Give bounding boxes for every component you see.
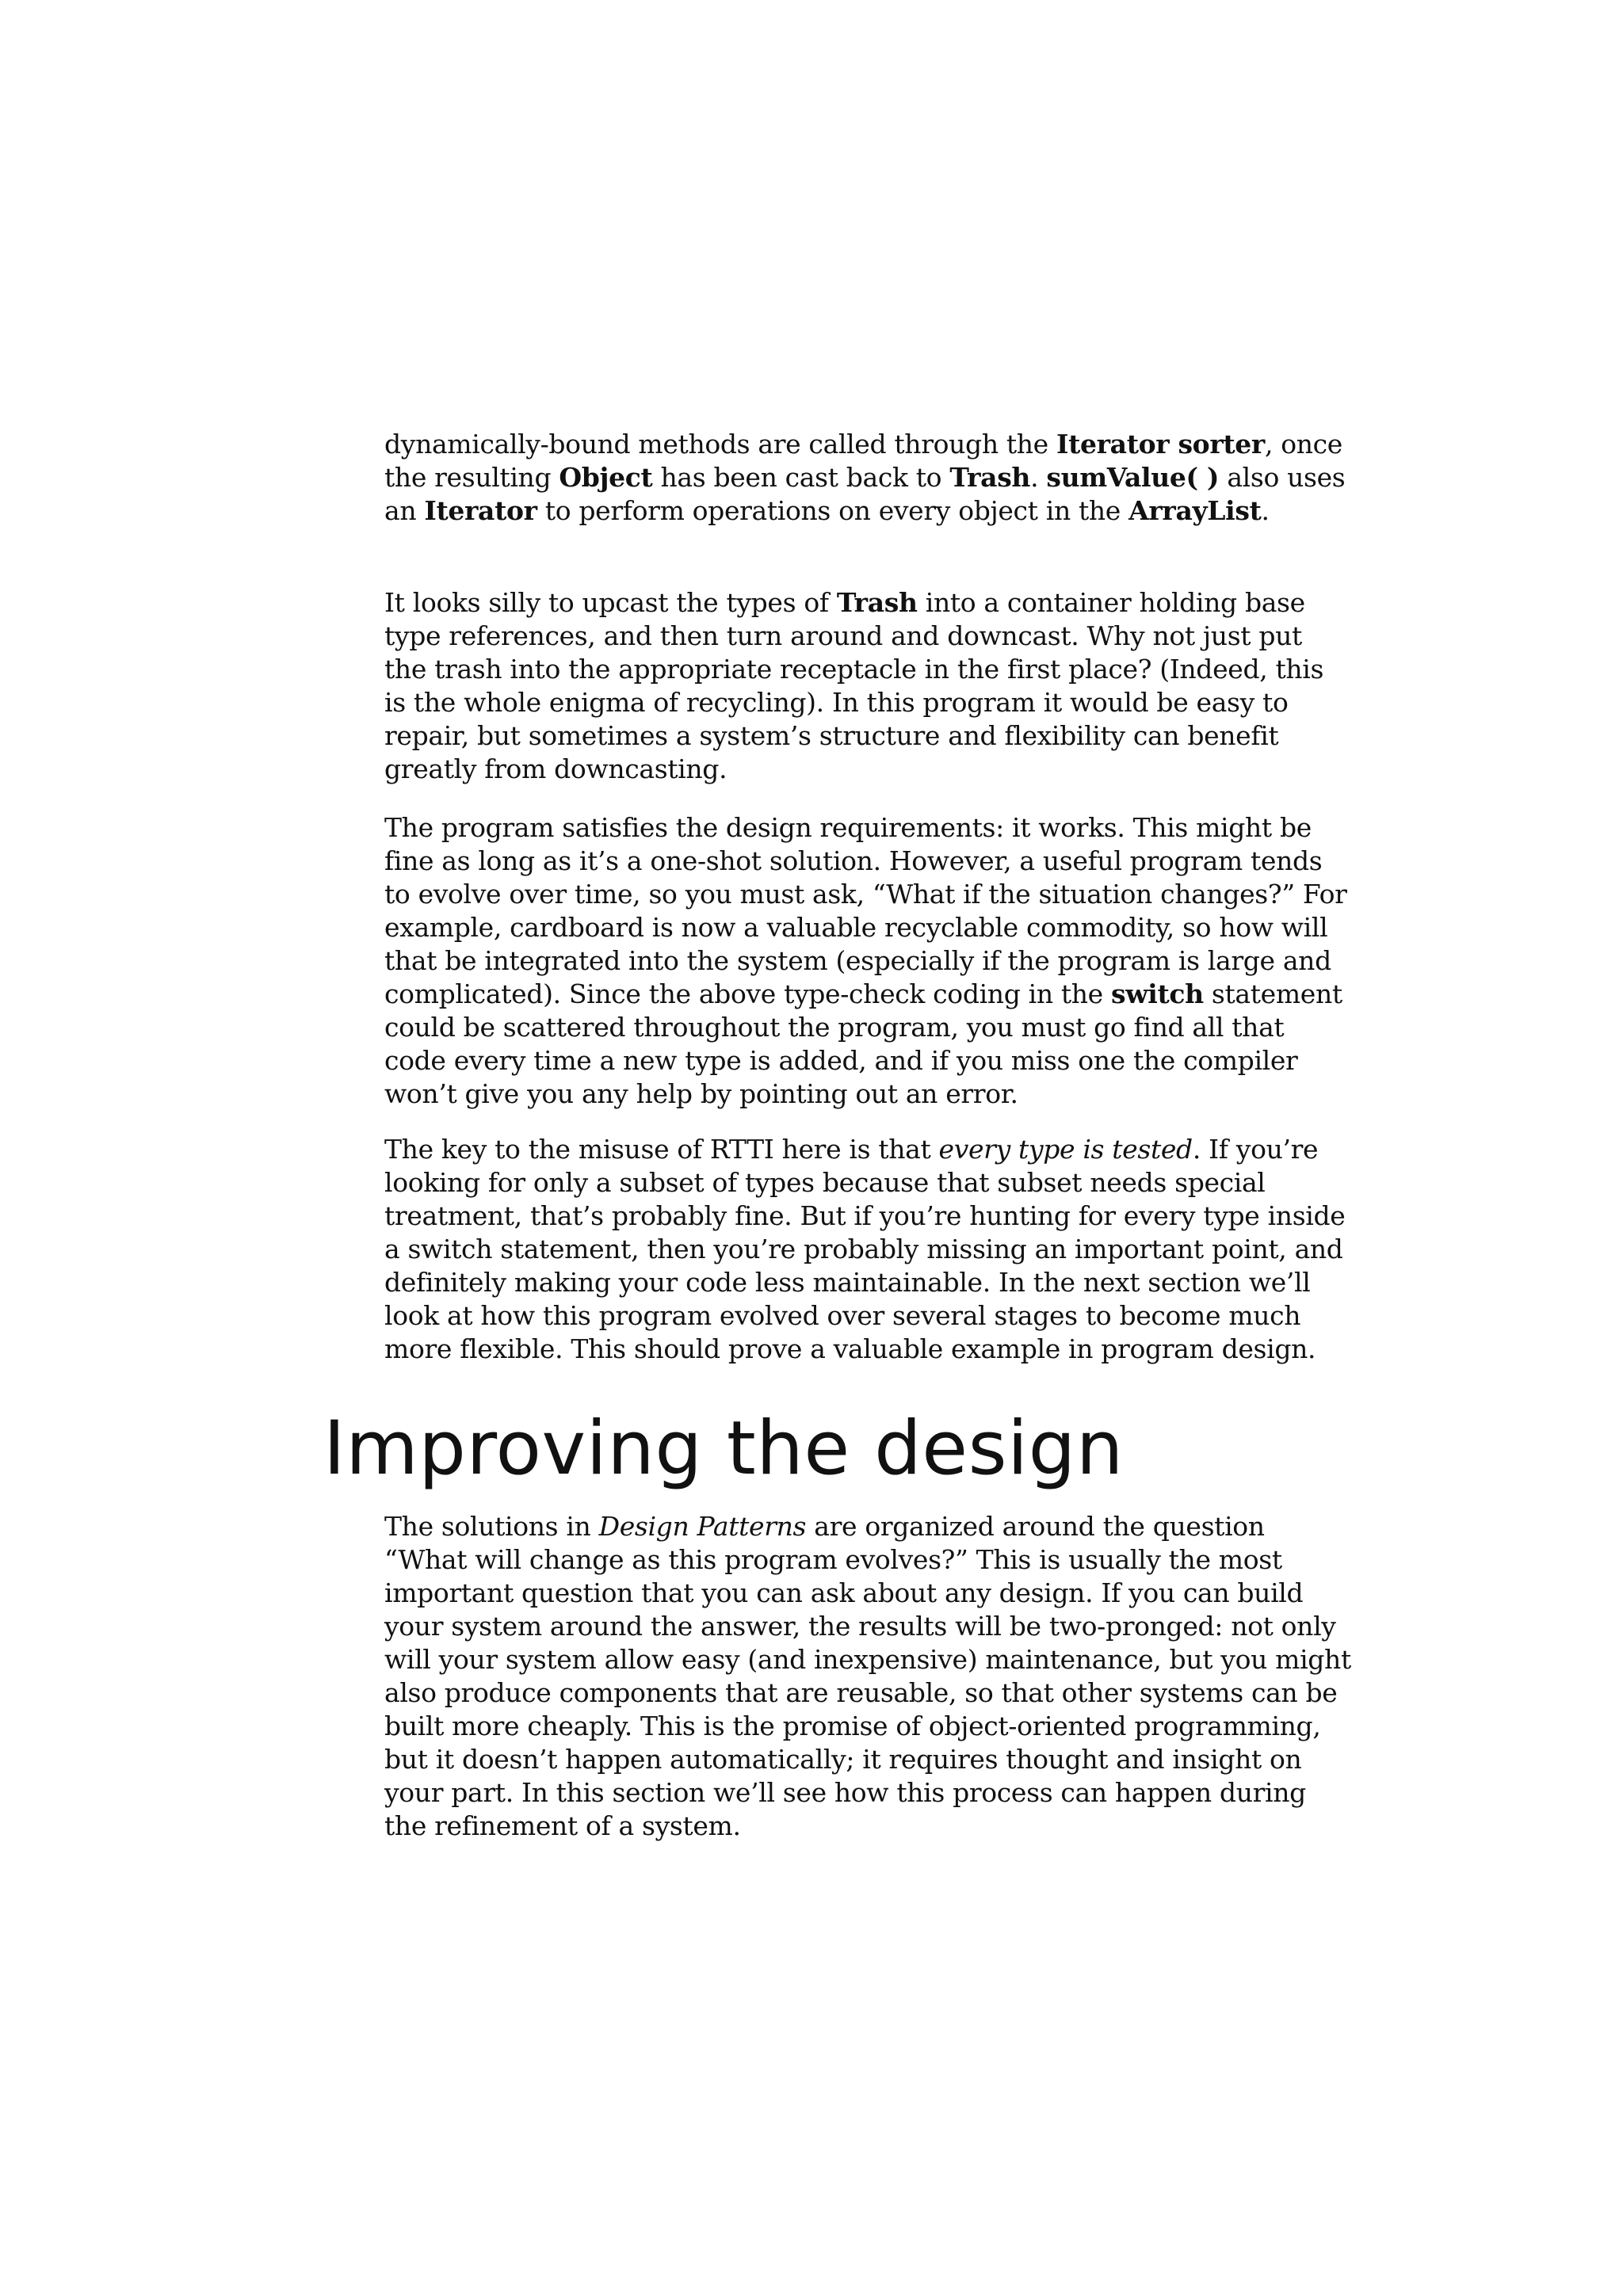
- paragraph-design-patterns: [384, 1510, 1351, 1843]
- text-span: The key to the misuse of RTTI here is that: [384, 1134, 939, 1165]
- code-term-iterator-sorter: Iterator sorter: [1056, 429, 1265, 460]
- text-span: has been cast back to: [652, 462, 950, 493]
- paragraph-upcast-downcast: [384, 586, 1351, 786]
- book-title-design-patterns: Design Patterns: [598, 1511, 807, 1542]
- paragraph-rtti-misuse: [384, 1133, 1351, 1366]
- code-term-sumvalue: sumValue( ): [1046, 462, 1220, 493]
- code-term-object: Object: [559, 462, 653, 493]
- text-span: The solutions in: [384, 1511, 599, 1542]
- text-span: into a container holding base type references, and then turn around and downcast. Why not just put the trash into the appropriate receptacle in the first place? (Indeed, this is the whole enigma of recycling). In this program it would be easy to repair, but sometimes a system’s structure and flexibility can benefit greatly from downcasting.: [384, 587, 1324, 784]
- text-span: .: [1030, 462, 1047, 493]
- text-span: .: [1261, 495, 1270, 526]
- text-span: to perform operations on every object in the: [537, 495, 1129, 526]
- text-span: are organized around the question “What will change as this program evolves?” This is usually the most important question that you can ask about any design. If you can build your system around the answer, the results will be two-pronged: not only will your system allow easy (and inexpensive) maintenance, but you might also produce components that are reusable, so that other systems can be built more cheaply. This is the promise of object-oriented programming, but it doesn’t happen automatically; it requires thought and insight on your part. In this section we’ll see how this process can happen during the refinement of a system.: [384, 1511, 1351, 1841]
- text-span: , once the resulting: [384, 429, 1342, 493]
- code-term-arraylist: ArrayList: [1128, 495, 1262, 526]
- section-heading: Improving the design: [323, 1405, 1124, 1492]
- code-term-trash: Trash: [949, 462, 1031, 493]
- text-span: The program satisfies the design requirements: it works. This might be fine as long as it’s a one-shot solution. However, a useful program tends to evolve over time, so you must ask, “What if the situation changes?” For example, cardboard is now a valuable recyclable commodity, so how will that be integrated into the system (especially if the program is large and complicated). Since the above type-check coding in the: [384, 812, 1347, 1009]
- code-term-iterator: Iterator: [424, 495, 537, 526]
- text-span: dynamically-bound methods are called through the: [384, 429, 1057, 460]
- code-term-switch: switch: [1111, 978, 1204, 1009]
- text-span: . If you’re looking for only a subset of types because that subset needs special treatment, that’s probably fine. But if you’re hunting for every type inside a switch statement, then you’re probably missing an important point, and definitely making your code less maintainable. In the next section we’ll look at how this program evolved over several stages to become much more flexible. This should prove a valuable example in program design.: [384, 1134, 1346, 1364]
- text-span: also uses an: [384, 462, 1346, 526]
- paragraph-design-requirements: [384, 811, 1351, 1111]
- paragraph-iterator-sorter: [384, 428, 1351, 528]
- code-term-trash: Trash: [836, 587, 918, 618]
- text-span: It looks silly to upcast the types of: [384, 587, 837, 618]
- text-span: statement could be scattered throughout the program, you must go find all that code every time a new type is added, and if you miss one the compiler won’t give you any help by pointing out an error.: [384, 978, 1342, 1109]
- emphasis-every-type-tested: every type is tested: [938, 1134, 1193, 1165]
